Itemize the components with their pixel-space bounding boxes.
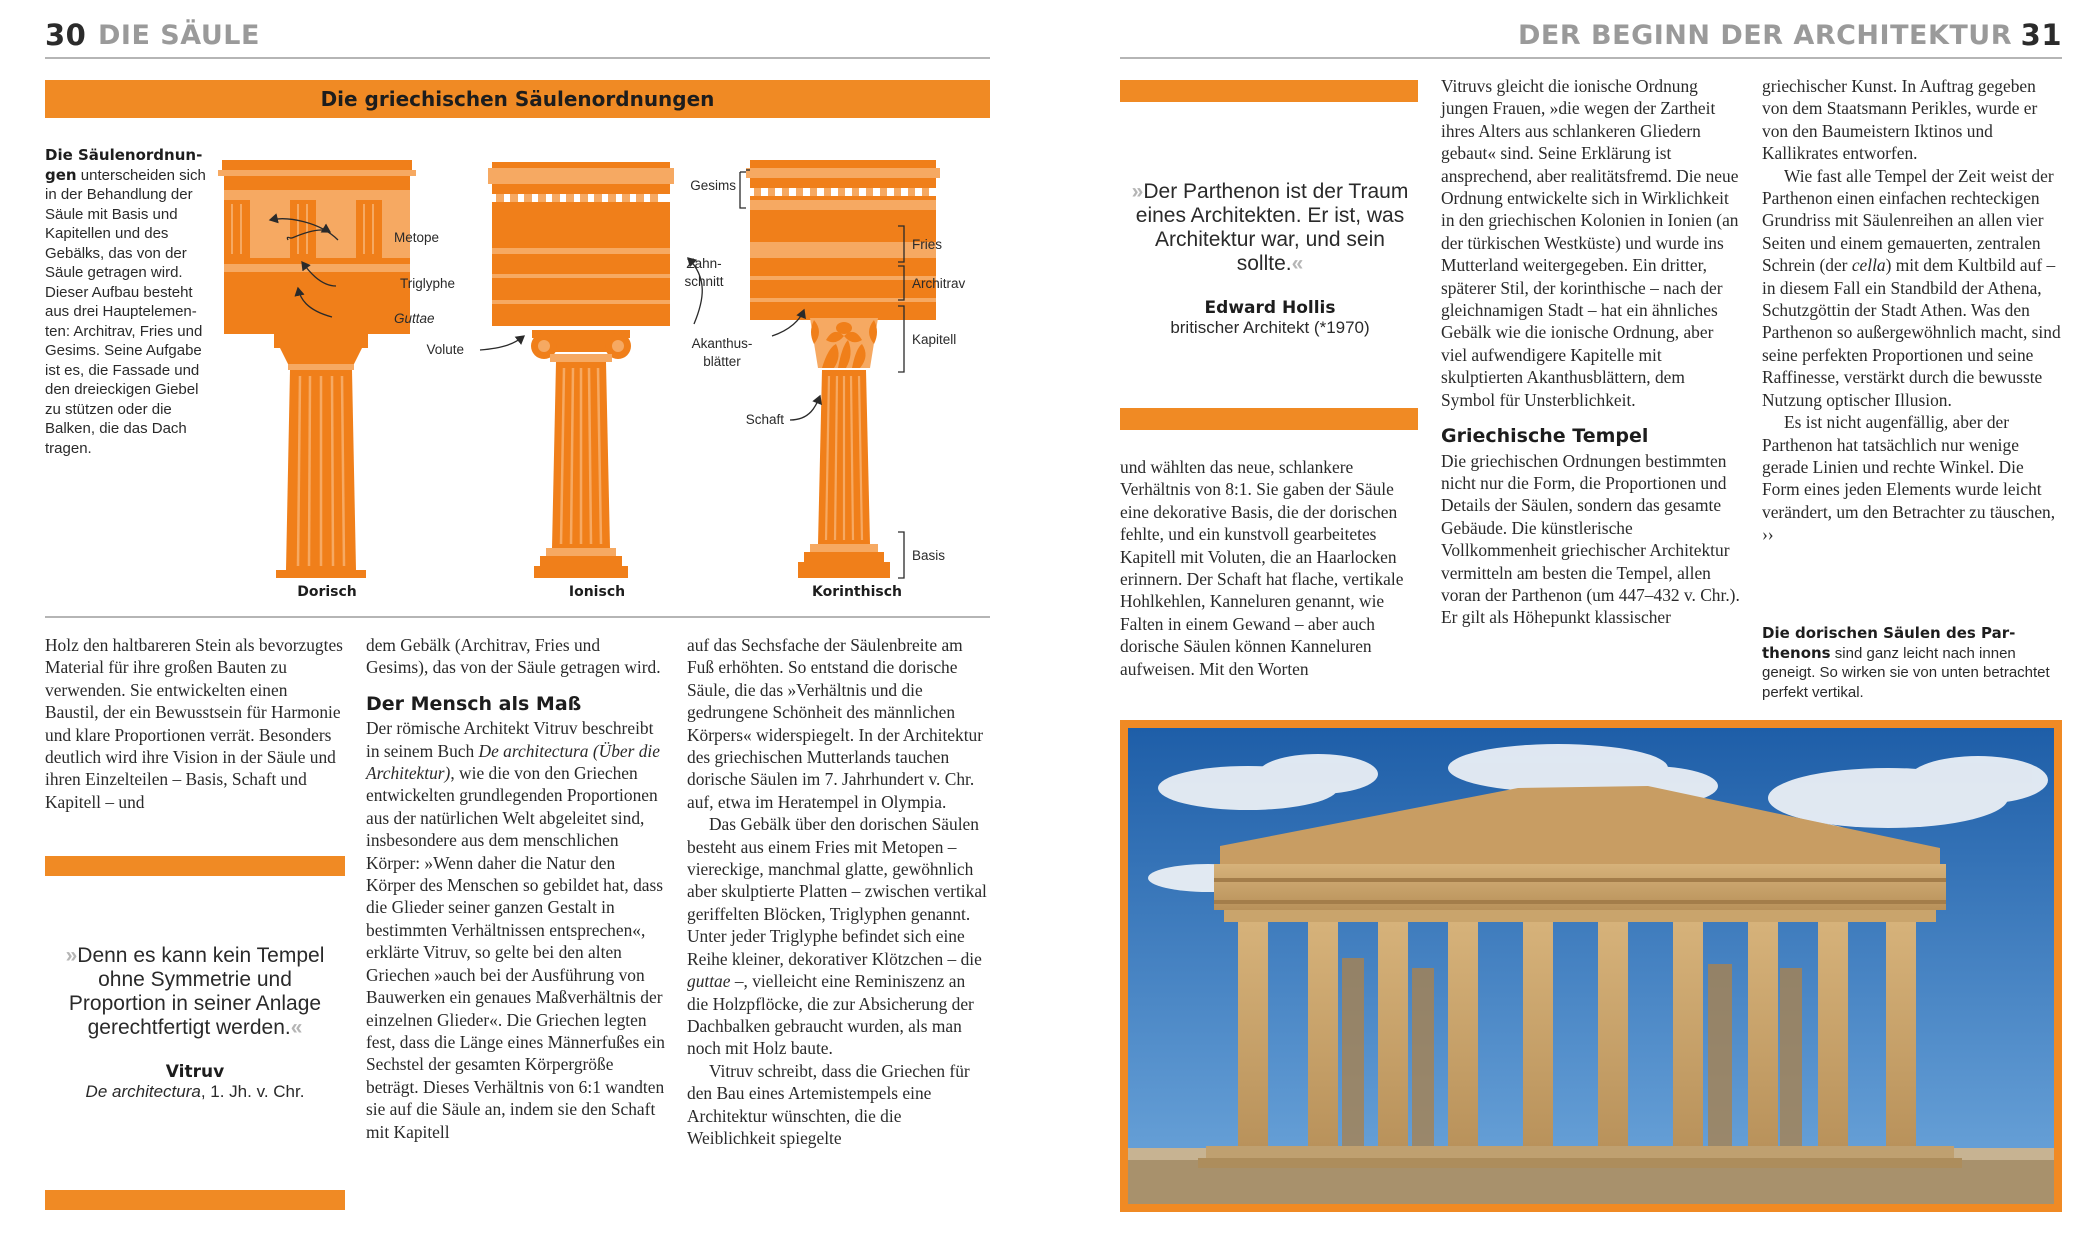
diagram-bottom-rule [45, 616, 990, 618]
label-metope: Metope [394, 230, 440, 245]
left-header-rule [45, 57, 990, 59]
right-column-2 [1441, 75, 1741, 629]
col3-p1: auf das Sechsfache der Säulenbreite am Fuß erhöhten. So entstand die dorische Säule, die das »Verhältnis und die gedrungene Schönheit des männlichen Körpers« widerspiegelt. In der Architektur des griechischen Mutterlands tauchen dorische Säulen im 7. Jahrhundert v. Chr. auf, etwa im Heratempel in Olympia. [687, 635, 984, 812]
label-architrav: Architrav [912, 276, 966, 291]
diagram-title: Die griechischen Säulenordnungen [320, 87, 715, 111]
section-heading-tempel: Griechische Tempel [1441, 425, 1649, 448]
label-zahnschnitt-1: Zahn- [686, 256, 722, 271]
section-heading-mensch: Der Mensch als Maß [366, 692, 582, 715]
col3-p2 [687, 813, 987, 1059]
col6-p2-a: Wie fast alle Tempel der Zeit weist der Parthenon einen einfachen rechteckigen Grundriss mit Säulenreihen an allen vier Seiten und einem gemauerten, zentralen Schrein (der [1762, 165, 2054, 276]
col6-p2 [1762, 165, 2062, 411]
label-guttae: Guttae [394, 311, 435, 326]
right-quote-bottom-bar [1120, 408, 1418, 430]
label-akanthus-2: blätter [703, 354, 741, 369]
col2-p2-b: , wie die von den Griechen entwickelten grundlegenden Proportionen aus der natürlichen Welt abgeleitet sind, insbesondere aus dem menschlichen Körper: »Wenn daher die Natur den Körper des Menschen so gebildet hat, dass die Glieder seiner ganzen Gestalt in bestimmten Verhältnissen entsprechen«, erklärte Vitruv, so gelte bei den alten Griechen »auch bei der Ausführung von Bauwerken ein genaues Maßverhältnis der einzelnen Glieder«. Die Griechen legten fest, dass die Länge eines Männerfußes ein Sechstel der gesamten Körpergröße beträgt. Dieses Verhältnis von 6:1 wandten sie auf die Säule an, indem sie den Schaft mit Kapitell [366, 763, 665, 1142]
col2-p1: dem Gebälk (Architrav, Fries und Gesims), das von der Säule getragen wird. [366, 635, 661, 678]
label-fries: Fries [912, 237, 942, 252]
doric-column-drawing [218, 160, 416, 578]
col2-p2-a: Der römische Architekt Vitruv beschreibt in seinem Buch [366, 718, 654, 761]
photo-caption-bold: Die dorischen Säulen des Parthenons [1762, 624, 2016, 662]
quote-right-author: Edward Hollis [1204, 298, 1336, 318]
col6-p1: griechischer Kunst. In Auftrag gegeben von dem Staatsmann Perikles, wurde er von den Baumeistern Iktinos und Kallikrates entworfen. [1762, 76, 2038, 164]
label-zahnschnitt-2: schnitt [684, 274, 724, 289]
right-running-title: DER BEGINN DER ARCHITEKTUR [1518, 20, 2012, 51]
label-schaft: Schaft [745, 412, 784, 427]
left-column-3 [687, 634, 987, 1149]
column-orders-diagram [210, 150, 990, 585]
left-page-number: 30 [45, 18, 87, 52]
right-quote-top-bar [1120, 80, 1418, 102]
quote-bottom-bar [45, 1190, 345, 1210]
col2-p2 [366, 717, 666, 1143]
diagram-intro-bold: Die Säulenordnungen [45, 146, 203, 184]
left-column-2 [366, 634, 666, 1143]
quote-source-title: De architectura [85, 1082, 201, 1101]
quote-top-bar [45, 856, 345, 876]
col3-p2-b: –, vielleicht eine Reminiszenz an die Holzpflöcke, die zur Absicherung der Dachbalken gebraucht wurden, als man noch mit Holz baute. [687, 971, 974, 1059]
col5-p2: Die griechischen Ordnungen bestimmten nicht nur die Form, die Proportionen und Details der Säulen, sondern das gesamte Gebäude. Die künstlerische Vollkommenheit griechischer Architektur vermitteln am besten die Tempel, allen voran der Parthenon (um 447–432 v. Chr.). Er gilt als Höhepunkt klassischer [1441, 450, 1740, 628]
col1-text: Holz den haltbareren Stein als bevorzugtes Material für ihre großen Bauten zu verwenden. Sie entwickelten einen Baustil, der ein Bewusstsein für Harmonie und klare Proportionen verrät. Besonders deutlich wird ihre Vision in der Säule und ihren Einzelteilen – Basis, Schaft und Kapitell – und [45, 635, 343, 812]
label-kapitell: Kapitell [912, 332, 957, 347]
right-column-3 [1762, 75, 2062, 546]
label-volute: Volute [426, 342, 464, 357]
diagram-intro-text: unterscheiden sich in der Behandlung der Säule mit Basis und Kapitellen und des Gebälks, das von der Säule getragen wird. Dieser Aufbau besteht aus drei Hauptelementen: Architrav, Fries und Gesims. Seine Aufgabe ist es, die Fassade und den dreieckigen Giebel zu stützen oder die Balken, die das Dach tragen. [45, 166, 206, 457]
parthenon-photo-frame [1120, 720, 2062, 1212]
col6-p3: Es ist nicht augenfällig, aber der Parthenon hat tatsächlich nur wenige gerade Linien und rechte Winkel. Die Form eines jeden Elements wurde leicht verändert, um den Betrachter zu täuschen, ›› [1762, 412, 2056, 545]
col5-p1: Vitruvs gleicht die ionische Ordnung jungen Frauen, »die wegen der Zartheit ihres Alters aus schlankeren Gliedern gebaut« sind. Seine Erklärung ist ansprechend, aber realitätsfremd. Die neue Ordnung entwickelte sich in Wirklichkeit in den griechischen Kolonien in Ionien (an der türkischen Westküste) und wurde ins Mutterland weitergegeben. Ein dritter, späterer Stil, der korinthische – nach der gleichnamigen Stadt – hat ein ähnliches Gebälk wie die ionische Ordnung, aber viel aufwendigere Kapitelle mit skulptierten Akanthusblättern, dem Symbol für Unsterblichkeit. [1441, 76, 1739, 410]
quote-right-text: Der Parthenon ist der Traum eines Architekten. Er ist, was Architektur war, und sein sollte. [1135, 180, 1409, 275]
label-akanthus-1: Akanthus- [691, 336, 753, 351]
col3-p2-a: Das Gebälk über den dorischen Säulen besteht aus einem Fries mit Metopen – viereckige, manchmal glatte, gewöhnlich aber skulptierte Platten – zwischen vertikal geriffelten Blöcken, Triglyphen genannt. Unter jeder Triglyphe befindet sich eine Reihe kleiner, dekorativer Klötzchen – die [687, 814, 987, 969]
column-label-corinthian: Korinthisch [812, 584, 902, 600]
corinthian-column-drawing [746, 160, 940, 578]
column-label-doric: Dorisch [297, 584, 357, 600]
label-gesims: Gesims [690, 178, 736, 193]
parthenon-photo [1128, 728, 2054, 1204]
left-running-title: DIE SÄULE [98, 20, 260, 51]
right-column-1 [1120, 456, 1420, 680]
left-column-1 [45, 634, 345, 813]
pull-quote-vitruv: »Denn es kann kein Tempel ohne Symmetrie und Proportion in seiner Anlage gerechtfertigt werden.« Vitruv De architectura, 1. Jh. v. Chr. [50, 944, 340, 1102]
col3-p3: Vitruv schreibt, dass die Griechen für den Bau eines Artemistempels eine Architektur wünschten, die die Weiblichkeit spiegelte [687, 1060, 970, 1148]
quote-source-date: , 1. Jh. v. Chr. [200, 1082, 305, 1101]
col6-p2-b: ) mit dem Kultbild auf – in diesem Fall ein Standbild der Athena, Schutzgöttin der Stadt Athen. Was den Parthenon so außergewöhnlich macht, sind seine perfekten Proportionen und seine Raffinesse, verstärkt durch die bewusste Nutzung optischer Illusion. [1762, 255, 2061, 410]
col2-p2-title: De architectura (Über die Architektur) [366, 740, 660, 784]
quote-author: Vitruv [165, 1062, 225, 1082]
photo-caption [1762, 624, 2062, 702]
photo-caption-text: sind ganz leicht nach innen geneigt. So wirken sie von unten betrachtet perfekt vertikal. [1762, 644, 2050, 701]
col6-p2-italic: cella [1851, 255, 1886, 276]
column-label-ionic: Ionisch [568, 584, 626, 600]
label-basis: Basis [912, 548, 946, 563]
pull-quote-hollis: »Der Parthenon ist der Traum eines Architekten. Er ist, was Architektur war, und sein sollte.« Edward Hollis britischer Architekt (*1970) [1125, 180, 1415, 338]
diagram-title-banner [45, 80, 990, 118]
ionic-column-drawing [488, 162, 674, 578]
diagram-intro [45, 146, 210, 458]
label-triglyphe: Triglyphe [400, 276, 456, 291]
right-page-number: 31 [2020, 18, 2062, 52]
right-header-rule [1120, 57, 2062, 59]
quote-text: Denn es kann kein Tempel ohne Symmetrie und Proportion in seiner Anlage gerechtfertigt werden. [68, 944, 325, 1039]
quote-right-role: britischer Architekt (*1970) [1170, 318, 1370, 337]
col4-text: und wählten das neue, schlankere Verhältnis von 8:1. Sie gaben der Säule eine dekorative Basis, die der dorischen fehlte, und ein kunstvoll gearbeitetes Kapitell mit Voluten, die an Haarlocken erinnern. Der Schaft hat flache, vertikale Hohlkehlen, Kanneluren genannt, wie Falten in einem Gewand – aber auch dorische Säulen können Kanneluren aufweisen. Mit den Worten [1120, 457, 1404, 679]
col3-p2-italic: guttae [687, 971, 731, 992]
